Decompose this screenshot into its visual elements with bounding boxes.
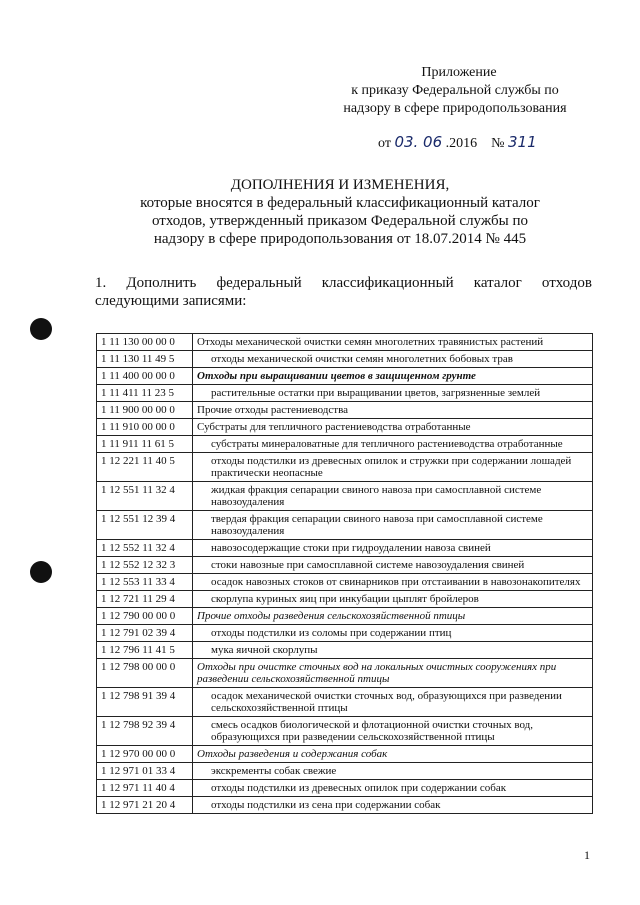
waste-name-cell: Субстраты для тепличного растениеводства отработанные — [193, 419, 593, 436]
waste-name-cell: отходы подстилки из соломы при содержании птиц — [193, 625, 593, 642]
waste-name-cell: субстраты минераловатные для тепличного растениеводства отработанные — [193, 436, 593, 453]
table-row — [97, 334, 593, 351]
waste-name-cell: Отходы при очистке сточных вод на локальных очистных сооружениях при разведении сельскохозяйственной птицы — [193, 659, 593, 688]
paragraph-1 — [95, 274, 592, 310]
title-line: которые вносятся в федеральный классификационный каталог — [140, 195, 540, 211]
waste-name-cell: отходы подстилки из сена при содержании собак — [193, 797, 593, 814]
waste-name-cell: навозосодержащие стоки при гидроудалении навоза свиней — [193, 540, 593, 557]
paragraph-word: классификационный — [321, 275, 454, 291]
table-row — [97, 608, 593, 625]
waste-name-cell: мука яичной скорлупы — [193, 642, 593, 659]
table-row — [97, 574, 593, 591]
table-row — [97, 557, 593, 574]
waste-code-cell: 1 12 553 11 33 4 — [97, 574, 193, 591]
waste-name-cell: твердая фракция сепарации свиного навоза при самосплавной системе навозоудаления — [193, 511, 593, 540]
paragraph-word: 1. — [95, 275, 107, 291]
waste-code-cell: 1 11 910 00 00 0 — [97, 419, 193, 436]
waste-name-cell: Отходы при выращивании цветов в защищенном грунте — [193, 368, 593, 385]
table-row — [97, 453, 593, 482]
page-number: 1 — [584, 848, 590, 862]
waste-name-cell: стоки навозные при самосплавной системе навозоудаления свиней — [193, 557, 593, 574]
table-row — [97, 797, 593, 814]
paragraph-1-line-2: следующими записями: — [95, 293, 247, 309]
waste-code-cell: 1 12 798 92 39 4 — [97, 717, 193, 746]
waste-code-cell: 1 12 796 11 41 5 — [97, 642, 193, 659]
paragraph-1-line-1 — [95, 274, 592, 292]
waste-name-cell: осадок навозных стоков от свинарников при отстаивании в навозонакопителях — [193, 574, 593, 591]
waste-code-cell: 1 11 900 00 00 0 — [97, 402, 193, 419]
date-year: .2016 — [445, 136, 478, 151]
table-row — [97, 625, 593, 642]
waste-name-cell: скорлупа куриных яиц при инкубации цыплят бройлеров — [193, 591, 593, 608]
waste-name-cell: смесь осадков биологической и флотационной очистки сточных вод, образующихся при разведении сельскохозяйственной птицы — [193, 717, 593, 746]
waste-catalog-body — [97, 334, 593, 814]
table-row — [97, 482, 593, 511]
order-date-line — [378, 133, 537, 152]
table-row — [97, 540, 593, 557]
waste-code-cell: 1 12 970 00 00 0 — [97, 746, 193, 763]
waste-code-cell: 1 11 911 11 61 5 — [97, 436, 193, 453]
waste-code-cell: 1 12 721 11 29 4 — [97, 591, 193, 608]
annex-title: Приложение — [421, 65, 497, 80]
waste-code-cell: 1 12 798 91 39 4 — [97, 688, 193, 717]
waste-code-cell: 1 11 130 11 49 5 — [97, 351, 193, 368]
table-row — [97, 717, 593, 746]
document-title — [110, 176, 570, 248]
waste-code-cell: 1 12 221 11 40 5 — [97, 453, 193, 482]
waste-name-cell: Отходы механической очистки семян многолетних травянистых растений — [193, 334, 593, 351]
waste-name-cell: растительные остатки при выращивании цветов, загрязненные землей — [193, 385, 593, 402]
waste-name-cell: Прочие отходы разведения сельскохозяйственной птицы — [193, 608, 593, 625]
table-row — [97, 763, 593, 780]
waste-name-cell: экскременты собак свежие — [193, 763, 593, 780]
waste-code-cell: 1 12 798 00 00 0 — [97, 659, 193, 688]
table-row — [97, 659, 593, 688]
number-sign: № — [491, 136, 505, 151]
table-row — [97, 419, 593, 436]
waste-name-cell: осадок механической очистки сточных вод, образующихся при разведении сельскохозяйственной птицы — [193, 688, 593, 717]
table-row — [97, 511, 593, 540]
annex-line: надзору в сфере природопользования — [343, 101, 567, 116]
waste-catalog-table — [96, 333, 593, 814]
waste-code-cell: 1 12 552 11 32 4 — [97, 540, 193, 557]
title-line: надзору в сфере природопользования от 18.07.2014 № 445 — [153, 231, 527, 247]
waste-code-cell: 1 12 971 11 40 4 — [97, 780, 193, 797]
title-heading: ДОПОЛНЕНИЯ И ИЗМЕНЕНИЯ, — [230, 177, 450, 193]
waste-name-cell: отходы подстилки из древесных опилок при содержании собак — [193, 780, 593, 797]
annex-line: к приказу Федеральной службы по — [351, 83, 559, 98]
waste-code-cell: 1 12 971 01 33 4 — [97, 763, 193, 780]
waste-name-cell: Отходы разведения и содержания собак — [193, 746, 593, 763]
punch-hole-bottom — [30, 561, 52, 583]
table-row — [97, 402, 593, 419]
table-row — [97, 436, 593, 453]
handwritten-date: 03. 06 — [394, 133, 443, 151]
table-row — [97, 351, 593, 368]
waste-code-cell: 1 12 551 12 39 4 — [97, 511, 193, 540]
waste-code-cell: 1 12 791 02 39 4 — [97, 625, 193, 642]
table-row — [97, 642, 593, 659]
waste-code-cell: 1 12 551 11 32 4 — [97, 482, 193, 511]
date-prefix: от — [378, 136, 391, 151]
waste-code-cell: 1 11 130 00 00 0 — [97, 334, 193, 351]
waste-name-cell: жидкая фракция сепарации свиного навоза при самосплавной системе навозоудаления — [193, 482, 593, 511]
paragraph-word: федеральный — [216, 275, 302, 291]
waste-code-cell: 1 12 971 21 20 4 — [97, 797, 193, 814]
paragraph-word: отходов — [541, 275, 592, 291]
table-row — [97, 780, 593, 797]
table-row — [97, 368, 593, 385]
waste-name-cell: отходы подстилки из древесных опилок и стружки при содержании лошадей практически неопасные — [193, 453, 593, 482]
waste-code-cell: 1 11 411 11 23 5 — [97, 385, 193, 402]
paragraph-word: Дополнить — [126, 275, 197, 291]
waste-code-cell: 1 12 552 12 32 3 — [97, 557, 193, 574]
table-row — [97, 746, 593, 763]
title-line: отходов, утвержденный приказом Федеральной службы по — [151, 213, 529, 229]
waste-code-cell: 1 11 400 00 00 0 — [97, 368, 193, 385]
handwritten-number: 311 — [508, 133, 537, 151]
table-row — [97, 688, 593, 717]
waste-name-cell: Прочие отходы растениеводства — [193, 402, 593, 419]
annex-block — [330, 64, 580, 118]
waste-name-cell: отходы механической очистки семян многолетних бобовых трав — [193, 351, 593, 368]
paragraph-word: каталог — [473, 275, 522, 291]
waste-code-cell: 1 12 790 00 00 0 — [97, 608, 193, 625]
table-row — [97, 591, 593, 608]
punch-hole-top — [30, 318, 52, 340]
table-row — [97, 385, 593, 402]
